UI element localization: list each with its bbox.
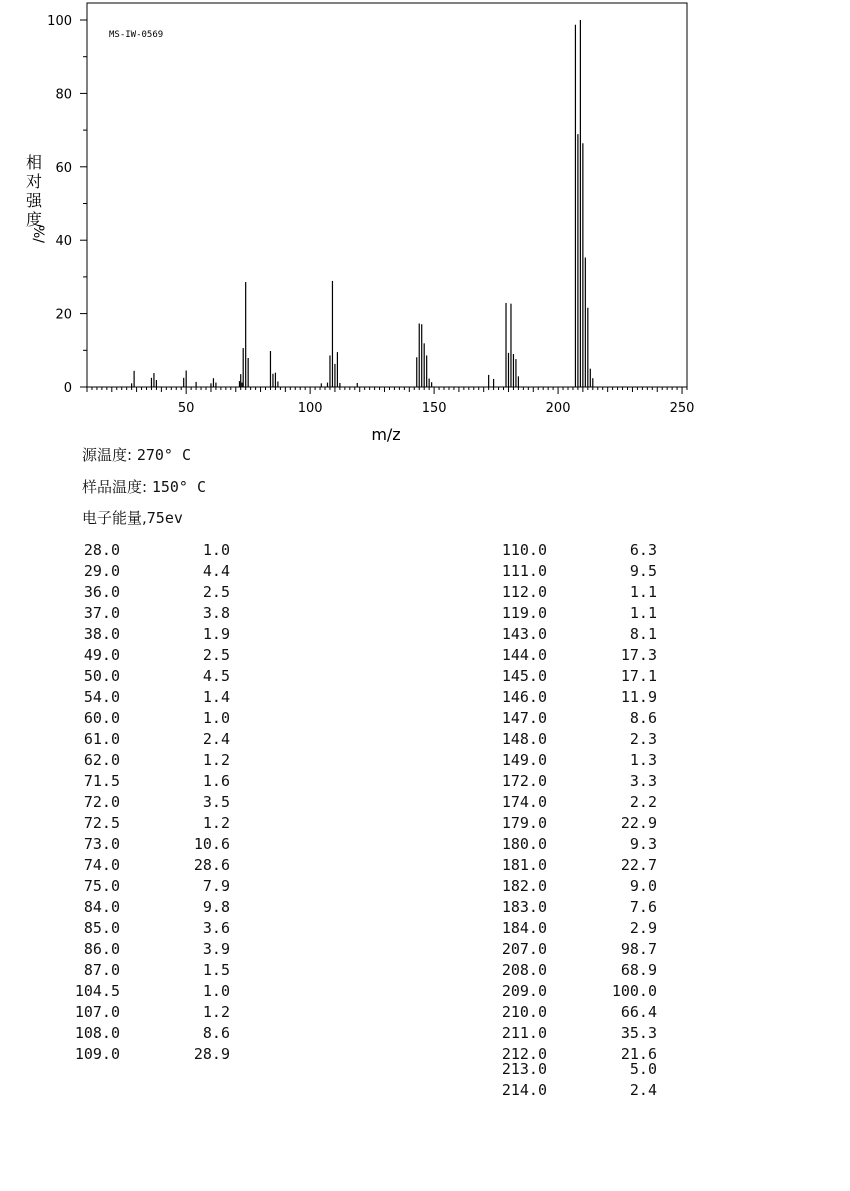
peak-intensity: 1.0 xyxy=(202,982,230,1000)
peak-intensity: 2.4 xyxy=(629,1081,657,1099)
source-temperature-label: 源温度: xyxy=(82,446,133,464)
peak-mz: 75.0 xyxy=(83,877,120,895)
peak-mz: 84.0 xyxy=(83,898,120,916)
peak-mz: 74.0 xyxy=(83,856,120,874)
peak-intensity: 3.9 xyxy=(202,940,230,958)
peak-mz: 149.0 xyxy=(501,751,547,769)
peak-mz: 180.0 xyxy=(501,835,547,853)
peak-intensity: 9.8 xyxy=(202,898,230,916)
peak-intensity: 9.3 xyxy=(629,835,657,853)
y-label-char: 度 xyxy=(25,210,43,229)
peak-mz: 144.0 xyxy=(501,646,547,664)
peak-mz: 72.5 xyxy=(83,814,120,832)
peak-intensity: 8.6 xyxy=(202,1024,230,1042)
peak-intensity: 2.2 xyxy=(629,793,657,811)
peak-intensity: 1.2 xyxy=(202,814,230,832)
x-tick-label: 50 xyxy=(177,401,195,416)
peak-mz: 104.5 xyxy=(74,982,120,1000)
peak-intensity: 100.0 xyxy=(611,982,657,1000)
peak-intensity: 1.2 xyxy=(202,1003,230,1021)
peak-intensity: 28.6 xyxy=(193,856,230,874)
peak-mz: 73.0 xyxy=(83,835,120,853)
peak-intensity: 6.3 xyxy=(629,541,657,559)
plot-frame xyxy=(87,3,687,387)
peak-mz: 183.0 xyxy=(501,898,547,916)
peak-mz: 212.0 xyxy=(501,1045,547,1063)
peak-intensity: 9.0 xyxy=(629,877,657,895)
peak-mz: 209.0 xyxy=(501,982,547,1000)
y-tick-label: 60 xyxy=(55,160,72,176)
peak-mz: 36.0 xyxy=(83,583,120,601)
peak-intensity: 1.1 xyxy=(629,583,657,601)
peak-intensity: 98.7 xyxy=(620,940,657,958)
electron-energy-label: 电子能量, xyxy=(82,509,147,527)
source-temperature xyxy=(82,444,191,465)
peak-mz: 85.0 xyxy=(83,919,120,937)
peak-mz: 71.5 xyxy=(83,772,120,790)
sample-temperature-value: 150° C xyxy=(151,478,207,496)
peak-mz: 111.0 xyxy=(501,562,547,580)
peak-mz: 107.0 xyxy=(74,1003,120,1021)
peak-intensity: 66.4 xyxy=(620,1003,657,1021)
peak-intensity: 8.1 xyxy=(629,625,657,643)
peak-intensity: 1.0 xyxy=(202,541,230,559)
x-axis xyxy=(87,387,694,416)
electron-energy xyxy=(82,507,183,528)
peak-intensity: 1.3 xyxy=(629,751,657,769)
y-tick-label: 80 xyxy=(55,87,72,103)
peak-intensity: 3.3 xyxy=(629,772,657,790)
peak-intensity: 17.3 xyxy=(620,646,657,664)
peak-intensity: 22.7 xyxy=(620,856,657,874)
y-tick-label: 0 xyxy=(63,381,72,396)
peak-intensity: 4.5 xyxy=(202,667,230,685)
peak-mz: 208.0 xyxy=(501,961,547,979)
peak-intensity: 3.8 xyxy=(202,604,230,622)
peak-intensity: 2.3 xyxy=(629,730,657,748)
peak-intensity: 1.9 xyxy=(202,625,230,643)
peak-mz: 62.0 xyxy=(83,751,120,769)
peak-mz: 29.0 xyxy=(83,562,120,580)
peak-intensity: 1.1 xyxy=(629,604,657,622)
peak-intensity: 21.6 xyxy=(620,1045,657,1063)
peak-mz: 207.0 xyxy=(501,940,547,958)
peak-intensity: 28.9 xyxy=(193,1045,230,1063)
peak-mz: 184.0 xyxy=(501,919,547,937)
x-tick-label: 150 xyxy=(421,401,447,416)
peak-mz: 86.0 xyxy=(83,940,120,958)
spectrum-id-label: MS-IW-0569 xyxy=(109,30,164,40)
peak-mz: 112.0 xyxy=(501,583,547,601)
peak-mz: 174.0 xyxy=(501,793,547,811)
peak-intensity: 17.1 xyxy=(620,667,657,685)
peak-intensity: 2.9 xyxy=(629,919,657,937)
y-tick-label: 20 xyxy=(55,307,72,323)
peak-mz: 109.0 xyxy=(74,1045,120,1063)
peak-intensity: 7.6 xyxy=(629,898,657,916)
peak-mz: 49.0 xyxy=(83,646,120,664)
peak-intensity: 2.5 xyxy=(202,583,230,601)
y-tick-label: 100 xyxy=(47,14,72,29)
peak-intensity: 8.6 xyxy=(629,709,657,727)
peak-mz: 50.0 xyxy=(83,667,120,685)
peak-mz: 37.0 xyxy=(83,604,120,622)
y-label-char: 对 xyxy=(25,172,43,191)
peak-intensity: 68.9 xyxy=(620,961,657,979)
sample-temperature xyxy=(82,476,206,497)
x-axis-label: m/z xyxy=(371,425,401,444)
y-label-char: 相 xyxy=(25,153,43,172)
peak-mz: 179.0 xyxy=(501,814,547,832)
sample-temperature-label: 样品温度: xyxy=(82,478,148,496)
peak-mz: 28.0 xyxy=(83,541,120,559)
mass-spectrum-chart xyxy=(0,0,850,450)
peak-intensity: 2.4 xyxy=(202,730,230,748)
y-axis-label xyxy=(26,153,46,243)
peak-mz: 148.0 xyxy=(501,730,547,748)
peak-intensity: 11.9 xyxy=(620,688,657,706)
peak-intensity: 1.0 xyxy=(202,709,230,727)
peak-intensity: 35.3 xyxy=(620,1024,657,1042)
peak-intensity: 2.5 xyxy=(202,646,230,664)
peak-mz: 146.0 xyxy=(501,688,547,706)
peak-mz: 182.0 xyxy=(501,877,547,895)
peak-mz: 110.0 xyxy=(501,541,547,559)
peak-mz: 213.0 xyxy=(501,1060,547,1078)
peak-intensity: 10.6 xyxy=(193,835,230,853)
x-tick-label: 250 xyxy=(669,401,695,416)
peak-mz: 145.0 xyxy=(501,667,547,685)
y-label-char: 强 xyxy=(25,191,43,210)
peak-mz: 108.0 xyxy=(74,1024,120,1042)
peak-mz: 60.0 xyxy=(83,709,120,727)
peak-mz: 54.0 xyxy=(83,688,120,706)
y-axis xyxy=(47,14,87,396)
peak-intensity: 22.9 xyxy=(620,814,657,832)
spectrum-peaks xyxy=(132,20,593,387)
peak-intensity: 5.0 xyxy=(629,1060,657,1078)
y-label-unit: %/ xyxy=(30,224,46,244)
peak-mz: 72.0 xyxy=(83,793,120,811)
peak-intensity: 1.5 xyxy=(202,961,230,979)
peak-mz: 119.0 xyxy=(501,604,547,622)
peak-intensity: 9.5 xyxy=(629,562,657,580)
peak-mz: 61.0 xyxy=(83,730,120,748)
peak-mz: 211.0 xyxy=(501,1024,547,1042)
y-tick-label: 40 xyxy=(55,234,72,250)
peak-intensity: 3.5 xyxy=(202,793,230,811)
peak-mz: 147.0 xyxy=(501,709,547,727)
electron-energy-value: 75ev xyxy=(146,509,183,527)
peak-mz: 214.0 xyxy=(501,1081,547,1099)
peak-mz: 143.0 xyxy=(501,625,547,643)
source-temperature-value: 270° C xyxy=(136,446,192,464)
peak-mz: 38.0 xyxy=(83,625,120,643)
peak-mz: 172.0 xyxy=(501,772,547,790)
peak-intensity: 1.4 xyxy=(202,688,230,706)
peak-intensity: 7.9 xyxy=(202,877,230,895)
peak-mz: 87.0 xyxy=(83,961,120,979)
x-tick-label: 200 xyxy=(545,401,571,416)
peak-mz: 181.0 xyxy=(501,856,547,874)
peak-intensity: 1.2 xyxy=(202,751,230,769)
peak-intensity: 4.4 xyxy=(202,562,230,580)
peak-intensity: 1.6 xyxy=(202,772,230,790)
x-tick-label: 100 xyxy=(297,401,323,416)
peak-mz: 210.0 xyxy=(501,1003,547,1021)
peak-intensity: 3.6 xyxy=(202,919,230,937)
